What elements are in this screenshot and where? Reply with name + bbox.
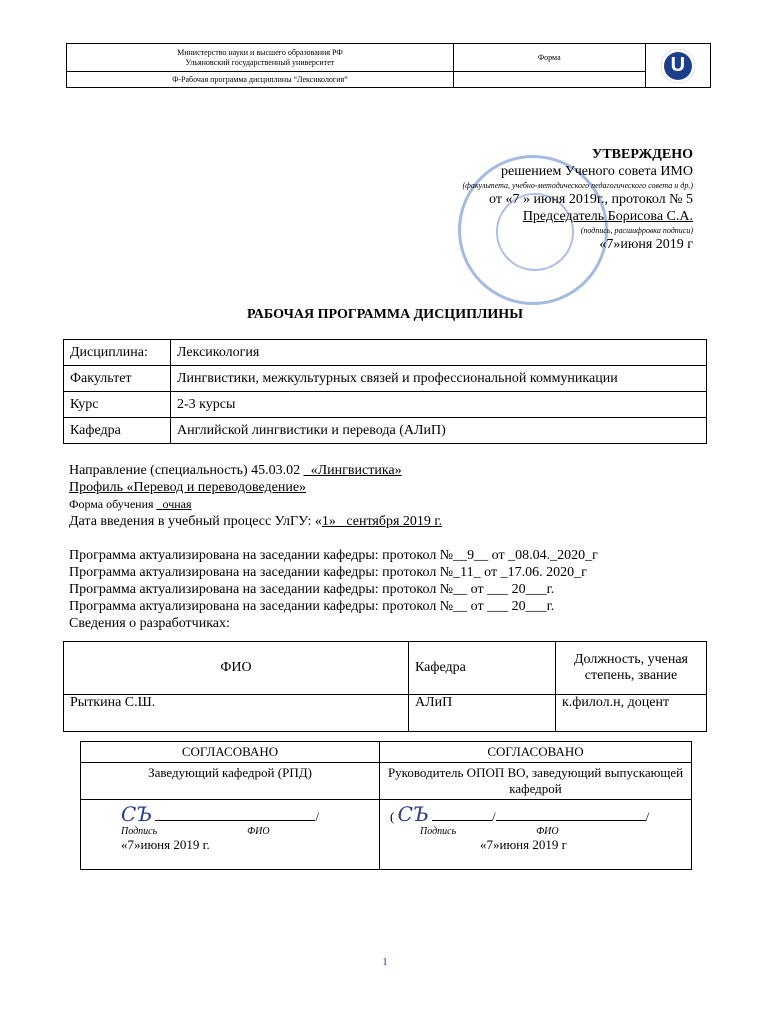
discipline-info-table (63, 339, 707, 444)
table-header-row (64, 642, 707, 695)
info-value: Лексикология (171, 340, 707, 366)
university-name: Ульяновский государственный университет (185, 57, 335, 67)
info-label: Дисциплина: (64, 340, 171, 366)
fio-caption: ФИО (536, 826, 559, 837)
info-label: Курс (64, 392, 171, 418)
study-form-value: _очная (156, 497, 192, 511)
form-label: Форма (453, 44, 645, 72)
agreement-left-role: Заведующий кафедрой (РПД) (81, 763, 380, 800)
developers-heading: Сведения о разработчиках: (69, 616, 230, 631)
profile-line: Профиль «Перевод и переводоведение» (69, 480, 307, 495)
table-row (64, 340, 707, 366)
empty-cell (453, 72, 645, 88)
approval-block (462, 146, 693, 253)
approval-line-note: (факультета, учебно-методического педагогического совета и др.) (462, 181, 693, 190)
fio-caption: ФИО (247, 826, 270, 837)
approval-line-council: решением Ученого совета ИМО (501, 164, 693, 179)
update-line: Программа актуализирована на заседании кафедры: протокол №__ от ___ 20___г. (69, 599, 555, 614)
university-logo-icon: U (661, 49, 695, 83)
update-line: Программа актуализирована на заседании кафедры: протокол №__9__ от _08.04._2020_г (69, 548, 598, 563)
column-header-fio: ФИО (64, 642, 409, 695)
info-value: Лингвистики, межкультурных связей и профессиональной коммуникации (171, 366, 707, 392)
info-value: Английской лингвистики и перевода (АЛиП) (171, 418, 707, 444)
agreement-right-role: Руководитель ОПОП ВО, заведующий выпускающей кафедрой (380, 763, 692, 800)
update-line: Программа актуализирована на заседании кафедры: протокол №__ от ___ 20___г. (69, 582, 555, 597)
agreement-right-title: СОГЛАСОВАНО (380, 742, 692, 763)
logo-cell (645, 44, 710, 88)
agreement-right-date: «7»июня 2019 г (480, 837, 567, 852)
info-label: Кафедра (64, 418, 171, 444)
approval-line-signature-note: (подпись, расшифровка подписи) (580, 226, 693, 235)
approval-line-date: «7»июня 2019 г (599, 237, 693, 252)
table-row (64, 695, 707, 732)
direction-line (69, 462, 598, 479)
approval-line-protocol: от «7 » июня 2019г., протокол № 5 (489, 192, 693, 207)
direction-prefix: Направление (специальность) 45.03.02 (69, 463, 304, 478)
column-header-position: Должность, ученая степень, звание (556, 642, 707, 695)
header-institution (67, 44, 454, 72)
document-title: РАБОЧАЯ ПРОГРАММА ДИСЦИПЛИНЫ (247, 307, 523, 322)
table-row (64, 392, 707, 418)
page-number: 1 (382, 956, 388, 968)
developers-table (63, 641, 707, 732)
signature-mark: СЪ (397, 802, 429, 826)
agreement-left-date: «7»июня 2019 г. (121, 837, 210, 852)
table-row (64, 366, 707, 392)
direction-value: _«Лингвистика» (303, 463, 402, 478)
approval-line-chair: Председатель Бορисова С.А. (522, 209, 693, 224)
agreement-left-title: СОГЛАСОВАНО (81, 742, 380, 763)
program-form-name: Ф-Рабочая программа дисциплины “Лексикология” (67, 72, 454, 88)
info-label: Факультет (64, 366, 171, 392)
developer-department: АЛиП (409, 695, 556, 732)
intro-date-line (69, 513, 598, 530)
column-header-department: Кафедра (409, 642, 556, 695)
agreement-left-signature: СЪ / Подпись ФИО «7»июня 2019 г. (81, 800, 380, 870)
document-header (66, 43, 711, 88)
study-form-line (69, 496, 598, 513)
info-value: 2-3 курсы (171, 392, 707, 418)
signature-caption: Подпись (121, 826, 158, 837)
agreement-right-signature: ( СЪ / / Подпись ФИО «7»июня 2019 г (380, 800, 692, 870)
program-details (69, 462, 598, 632)
signature-mark: СЪ (121, 802, 153, 826)
developer-name: Рыткина С.Ш. (64, 695, 409, 732)
agreement-table (80, 741, 692, 870)
update-line: Программа актуализирована на заседании кафедры: протокол №_11_ от _17.06. 2020_г (69, 565, 587, 580)
study-form-prefix: Форма обучения (69, 497, 157, 511)
approval-title: УТВЕРЖДЕНО (592, 147, 693, 162)
table-row (64, 418, 707, 444)
developer-position: к.филол.н, доцент (556, 695, 707, 732)
intro-date-value: 1»_ сентября 2019 г. (321, 514, 443, 529)
signature-caption: Подпись (420, 826, 457, 837)
intro-date-prefix: Дата введения в учебный процесс УлГУ: « (69, 514, 322, 529)
ministry-name: Министерство науки и высшего образования РФ (177, 48, 343, 58)
